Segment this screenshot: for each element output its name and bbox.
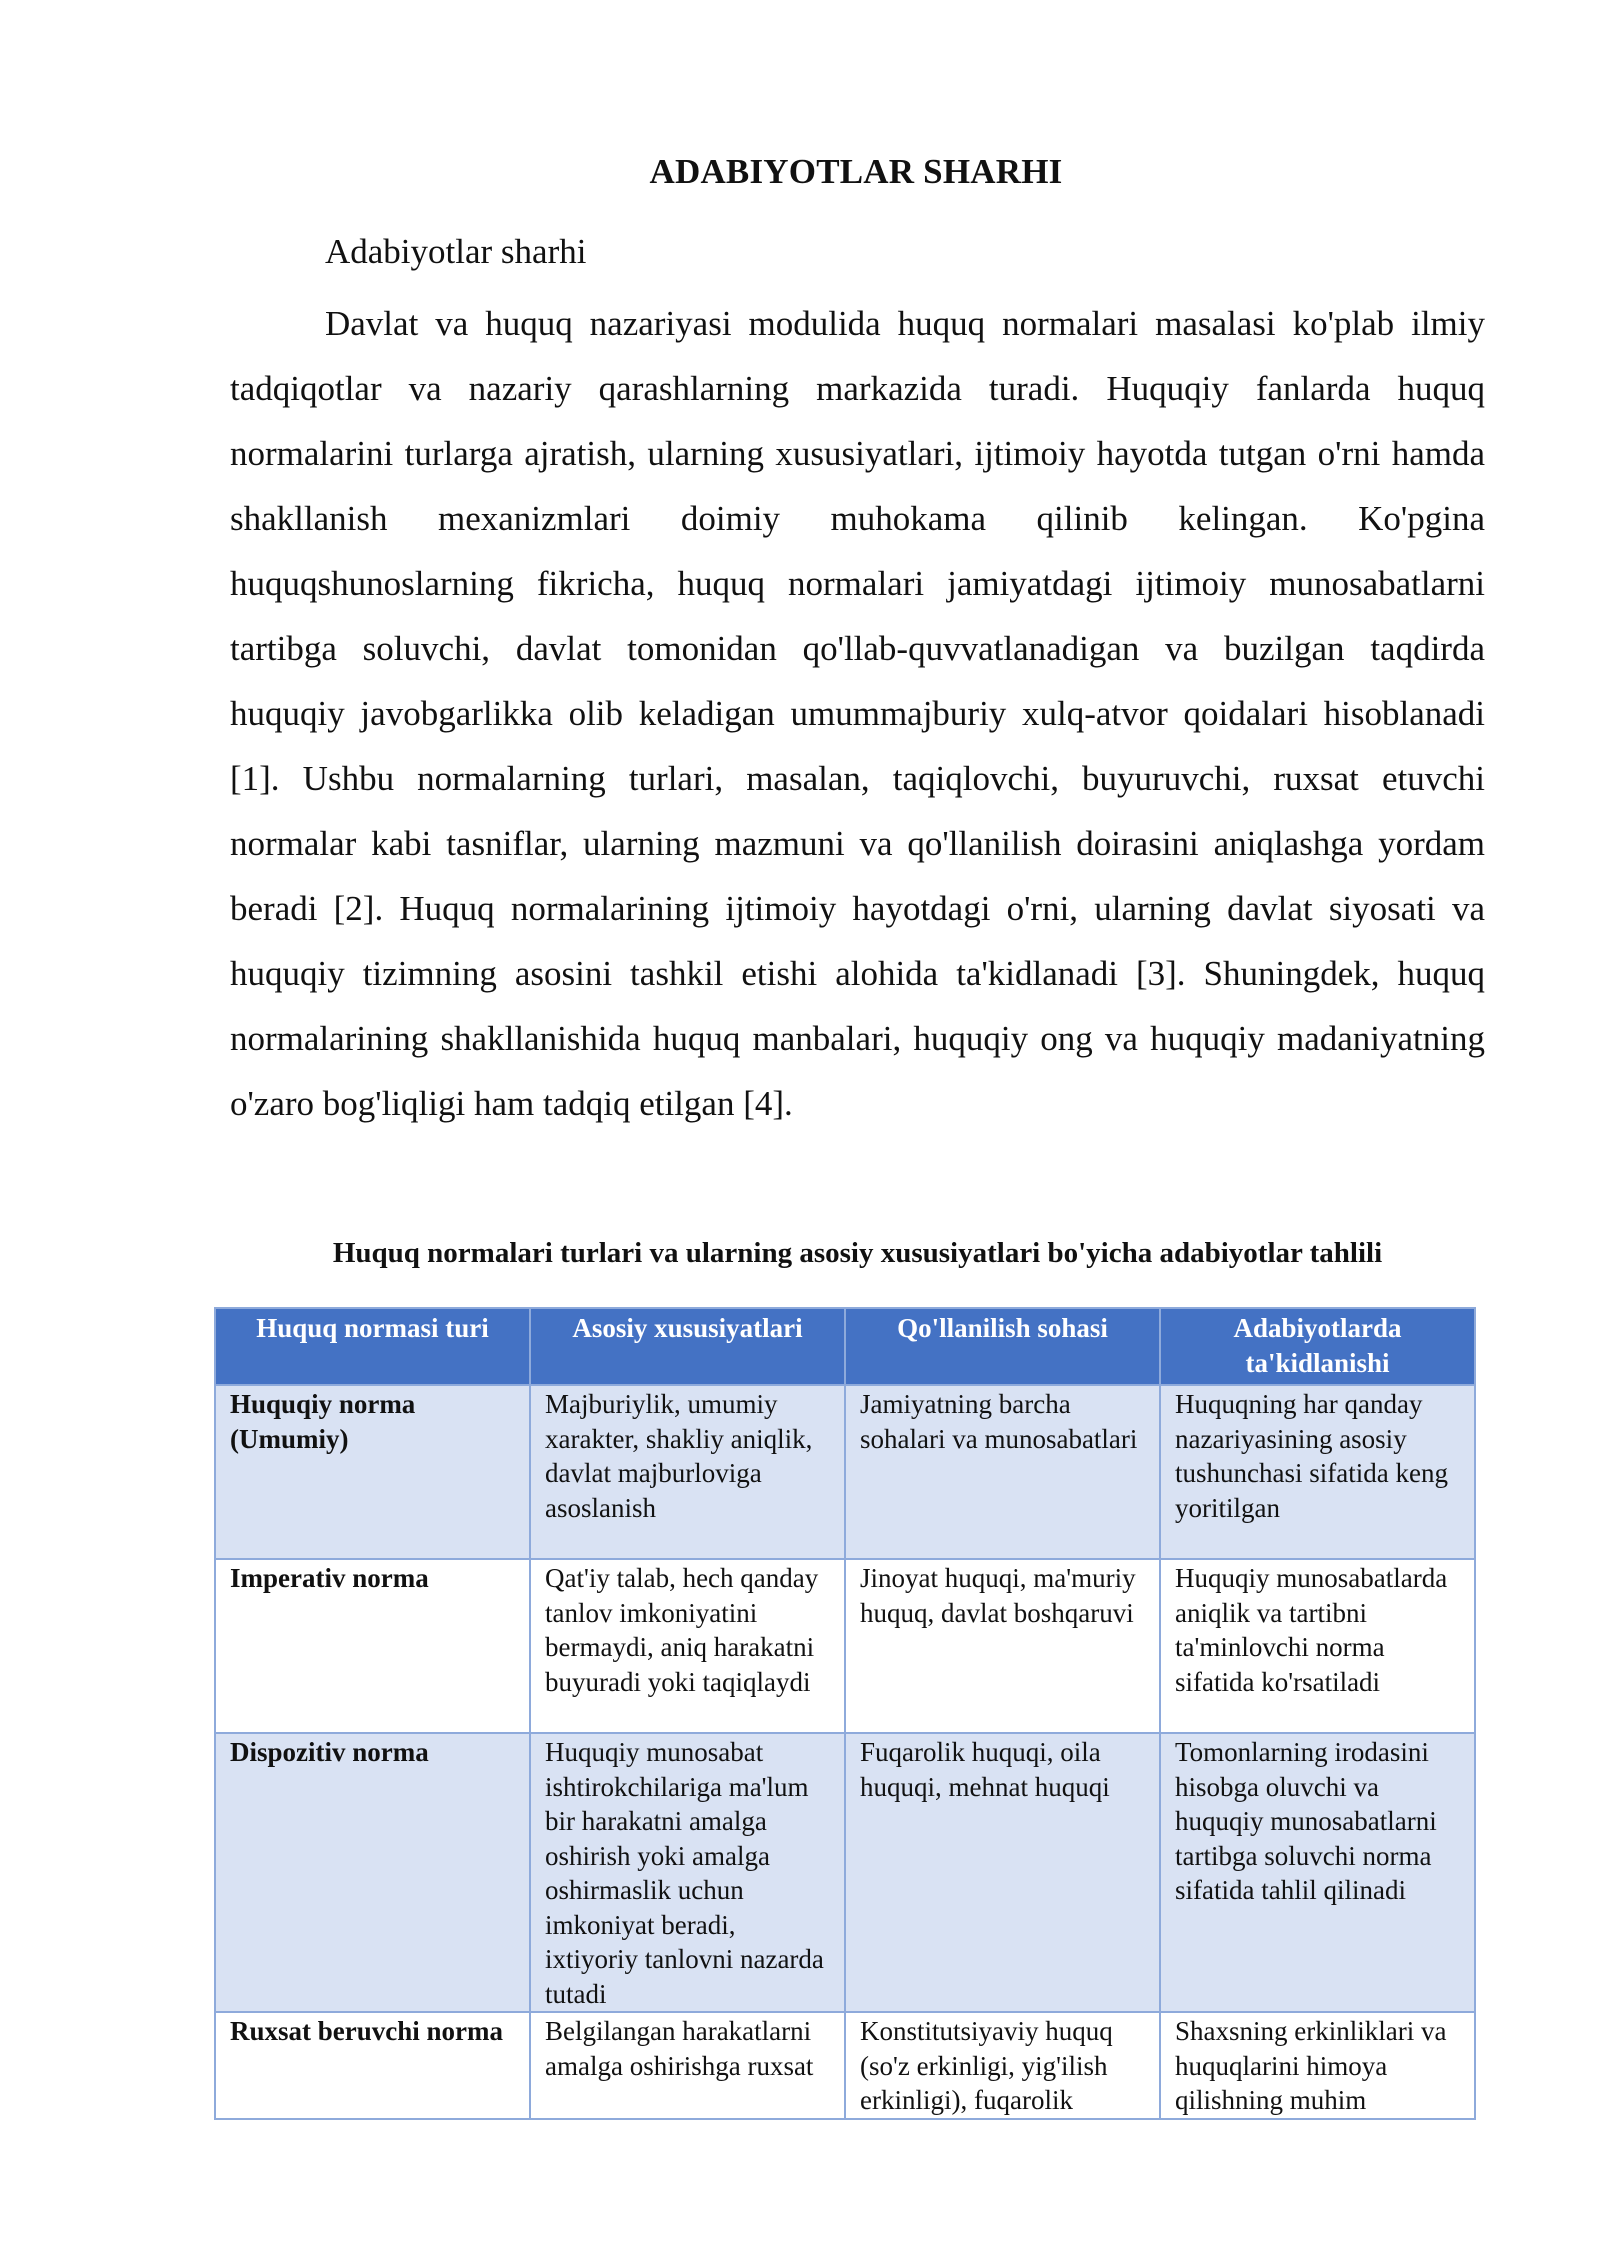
cell-main-features: Qat'iy talab, hech qanday tanlov imkoniyatini bermaydi, aniq harakatni buyuradi yoki taqiqlaydi <box>530 1559 845 1733</box>
cell-main-features: Belgilangan harakatlarni amalga oshirishga ruxsat <box>530 2012 845 2119</box>
cell-norm-type: Huquqiy norma (Umumiy) <box>215 1385 530 1559</box>
section-subheading: Adabiyotlar sharhi <box>325 232 587 271</box>
cell-main-features: Huquqiy munosabat ishtirokchilariga ma'lum bir harakatni amalga oshirish yoki amalga oshirmaslik uchun imkoniyat beradi, ixtiyoriy tanlovni nazarda tutadi <box>530 1733 845 2012</box>
header-main-features: Asosiy xususiyatlari <box>530 1308 845 1385</box>
literature-table <box>214 1307 1476 2120</box>
document-title: ADABIYOTLAR SHARHI <box>649 152 1063 191</box>
header-norm-type: Huquq normasi turi <box>215 1308 530 1385</box>
table-row <box>215 1733 1475 2012</box>
cell-literature-emphasis: Huquqiy munosabatlarda aniqlik va tartibni ta'minlovchi norma sifatida ko'rsatiladi <box>1160 1559 1475 1733</box>
cell-application-area: Jamiyatning barcha sohalari va munosabatlari <box>845 1385 1160 1559</box>
cell-norm-type: Dispozitiv norma <box>215 1733 530 2012</box>
cell-literature-emphasis: Shaxsning erkinliklari va huquqlarini himoya qilishning muhim <box>1160 2012 1475 2119</box>
cell-norm-type: Imperativ norma <box>215 1559 530 1733</box>
header-literature-emphasis: Adabiyotlarda ta'kidlanishi <box>1160 1308 1475 1385</box>
table-row <box>215 1559 1475 1733</box>
body-paragraph: Davlat va huquq nazariyasi modulida huquq normalari masalasi ko'plab ilmiy tadqiqotlar va nazariy qarashlarning markazida turadi. Huquqiy fanlarda huquq normalarini turlarga ajratish, ularning xususiyatlari, ijtimoiy hayotda tutgan o'rni hamda shakllanish mexanizmlari doimiy muhokama qilinib kelingan. Ko'pgina huquqshunoslarning fikricha, huquq normalari jamiyatdagi ijtimoiy munosabatlarni tartibga soluvchi, davlat tomonidan qo'llab-quvvatlanadigan va buzilgan taqdirda huquqiy javobgarlikka olib keladigan umummajburiy xulq-atvor qoidalari hisoblanadi [1]. Ushbu normalarning turlari, masalan, taqiqlovchi, buyuruvchi, ruxsat etuvchi normalar kabi tasniflar, ularning mazmuni va qo'llanilish doirasini aniqlashga yordam beradi [2]. Huquq normalarining ijtimoiy hayotdagi o'rni, ularning davlat siyosati va huquqiy tizimning asosini tashkil etishi alohida ta'kidlanadi [3]. Shuningdek, huquq normalarining shakllanishida huquq manbalari, huquqiy ong va huquqiy madaniyatning o'zaro bog'liqligi ham tadqiq etilgan [4]. <box>230 304 1485 1123</box>
cell-literature-emphasis: Huquqning har qanday nazariyasining asosiy tushunchasi sifatida keng yoritilgan <box>1160 1385 1475 1559</box>
table-header-row <box>215 1308 1475 1385</box>
cell-application-area: Konstitutsiyaviy huquq (so'z erkinligi, yig'ilish erkinligi), fuqarolik <box>845 2012 1160 2119</box>
cell-application-area: Jinoyat huquqi, ma'muriy huquq, davlat boshqaruvi <box>845 1559 1160 1733</box>
table-caption: Huquq normalari turlari va ularning asosiy xususiyatlari bo'yicha adabiyotlar tahlili <box>332 1237 1383 1269</box>
table-row <box>215 1385 1475 1559</box>
cell-norm-type: Ruxsat beruvchi norma <box>215 2012 530 2119</box>
cell-application-area: Fuqarolik huquqi, oila huquqi, mehnat huquqi <box>845 1733 1160 2012</box>
cell-main-features: Majburiylik, umumiy xarakter, shakliy aniqlik, davlat majburloviga asoslanish <box>530 1385 845 1559</box>
cell-literature-emphasis: Tomonlarning irodasini hisobga oluvchi va huquqiy munosabatlarni tartibga soluvchi norma sifatida tahlil qilinadi <box>1160 1733 1475 2012</box>
table-row <box>215 2012 1475 2119</box>
header-application-area: Qo'llanilish sohasi <box>845 1308 1160 1385</box>
